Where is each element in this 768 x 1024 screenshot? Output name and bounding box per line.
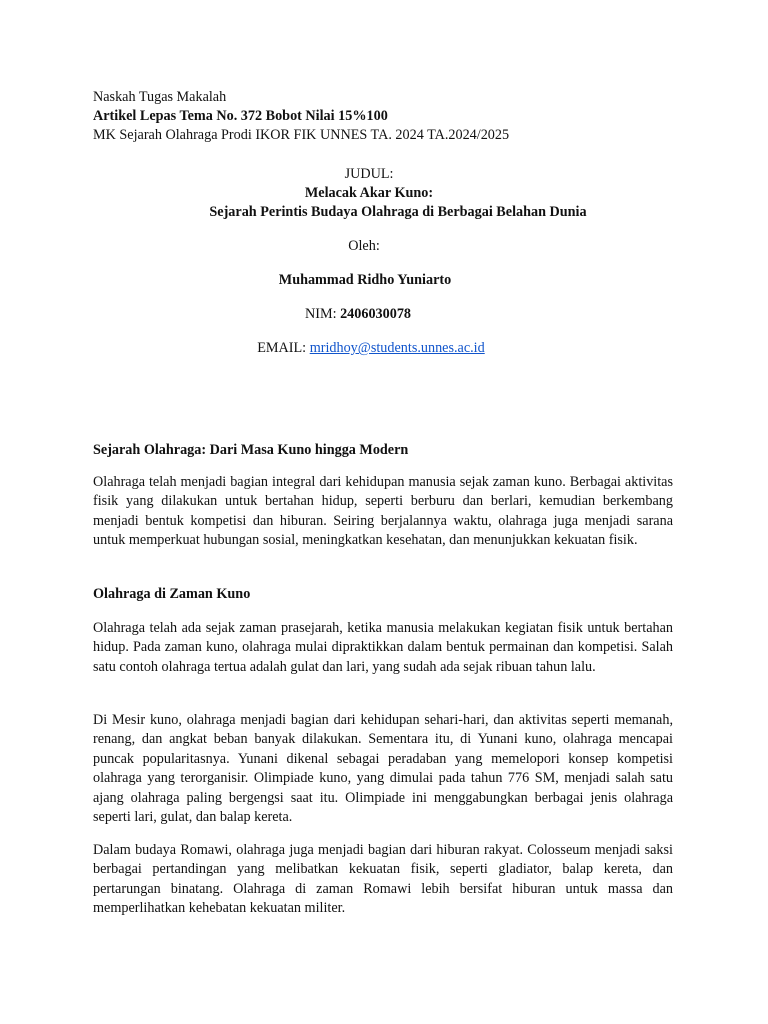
header-line-2: Artikel Lepas Tema No. 372 Bobot Nilai 15%100 <box>93 108 388 124</box>
email-link[interactable]: mridhoy@students.unnes.ac.id <box>309 340 485 356</box>
paragraph: Olahraga telah menjadi bagian integral dari kehidupan manusia sejak zaman kuno. Berbagai aktivitas fisik yang dilakukan untuk bertahan hidup, seperti berburu dan berlari, kemudian berkembang menjadi bentuk kompetisi dan hiburan. Seiring berjalannya waktu, olahraga juga menjadi sarana untuk memperkuat hubungan sosial, meningkatkan kesehatan, dan menunjukkan kekuatan fisik. <box>93 474 673 549</box>
email-line <box>0 339 755 358</box>
header-line-1: Naskah Tugas Makalah <box>93 89 227 105</box>
header-line-3: MK Sejarah Olahraga Prodi IKOR FIK UNNES TA. 2024 TA.2024/2025 <box>93 127 510 143</box>
nim-label: NIM: <box>304 306 337 322</box>
paragraph: Olahraga telah ada sejak zaman prasejarah, ketika manusia melakukan kegiatan fisik untuk bertahan hidup. Pada zaman kuno, olahraga mulai dipraktikkan dalam bentuk permainan dan kompetisi. Salah satu contoh olahraga tertua adalah gulat dan lari, yang sudah ada sejak ribuan tahun lalu. <box>93 620 673 675</box>
oleh-label: Oleh: <box>348 238 380 254</box>
title-line-2: Sejarah Perintis Budaya Olahraga di Berbagai Belahan Dunia <box>209 204 587 220</box>
title-line-1: Melacak Akar Kuno: <box>304 185 434 201</box>
nim-line <box>0 305 742 324</box>
section-heading: Olahraga di Zaman Kuno <box>93 586 251 602</box>
paragraph: Di Mesir kuno, olahraga menjadi bagian dari kehidupan sehari-hari, dan aktivitas seperti memanah, renang, dan angkat beban banyak dilakukan. Sementara itu, di Yunani kuno, olahraga mencapai puncak popularitasnya. Yunani dikenal sebagai peradaban yang memelopori konsep kompetisi olahraga yang terorganisir. Olimpiade kuno, yang dimulai pada tahun 776 SM, menjadi salah satu ajang olahraga paling bergengsi saat itu. Olimpiade ini menggabungkan berbagai jenis olahraga seperti lari, gulat, dan balap kereta. <box>93 712 673 826</box>
paragraph: Dalam budaya Romawi, olahraga juga menjadi bagian dari hiburan rakyat. Colosseum menjadi saksi berbagai pertandingan yang melibatkan kekuatan fisik, seperti gladiator, balap kereta, dan pertarungan binatang. Olahraga di zaman Romawi lebih bersifat hiburan untuk massa dan memperlihatkan kehebatan kekuatan militer. <box>93 842 673 917</box>
nim-value: 2406030078 <box>340 306 411 322</box>
judul-label: JUDUL: <box>344 166 394 182</box>
section-heading: Sejarah Olahraga: Dari Masa Kuno hingga Modern <box>93 442 409 458</box>
author-name: Muhammad Ridho Yuniarto <box>278 272 452 288</box>
email-label: EMAIL: <box>257 340 307 356</box>
